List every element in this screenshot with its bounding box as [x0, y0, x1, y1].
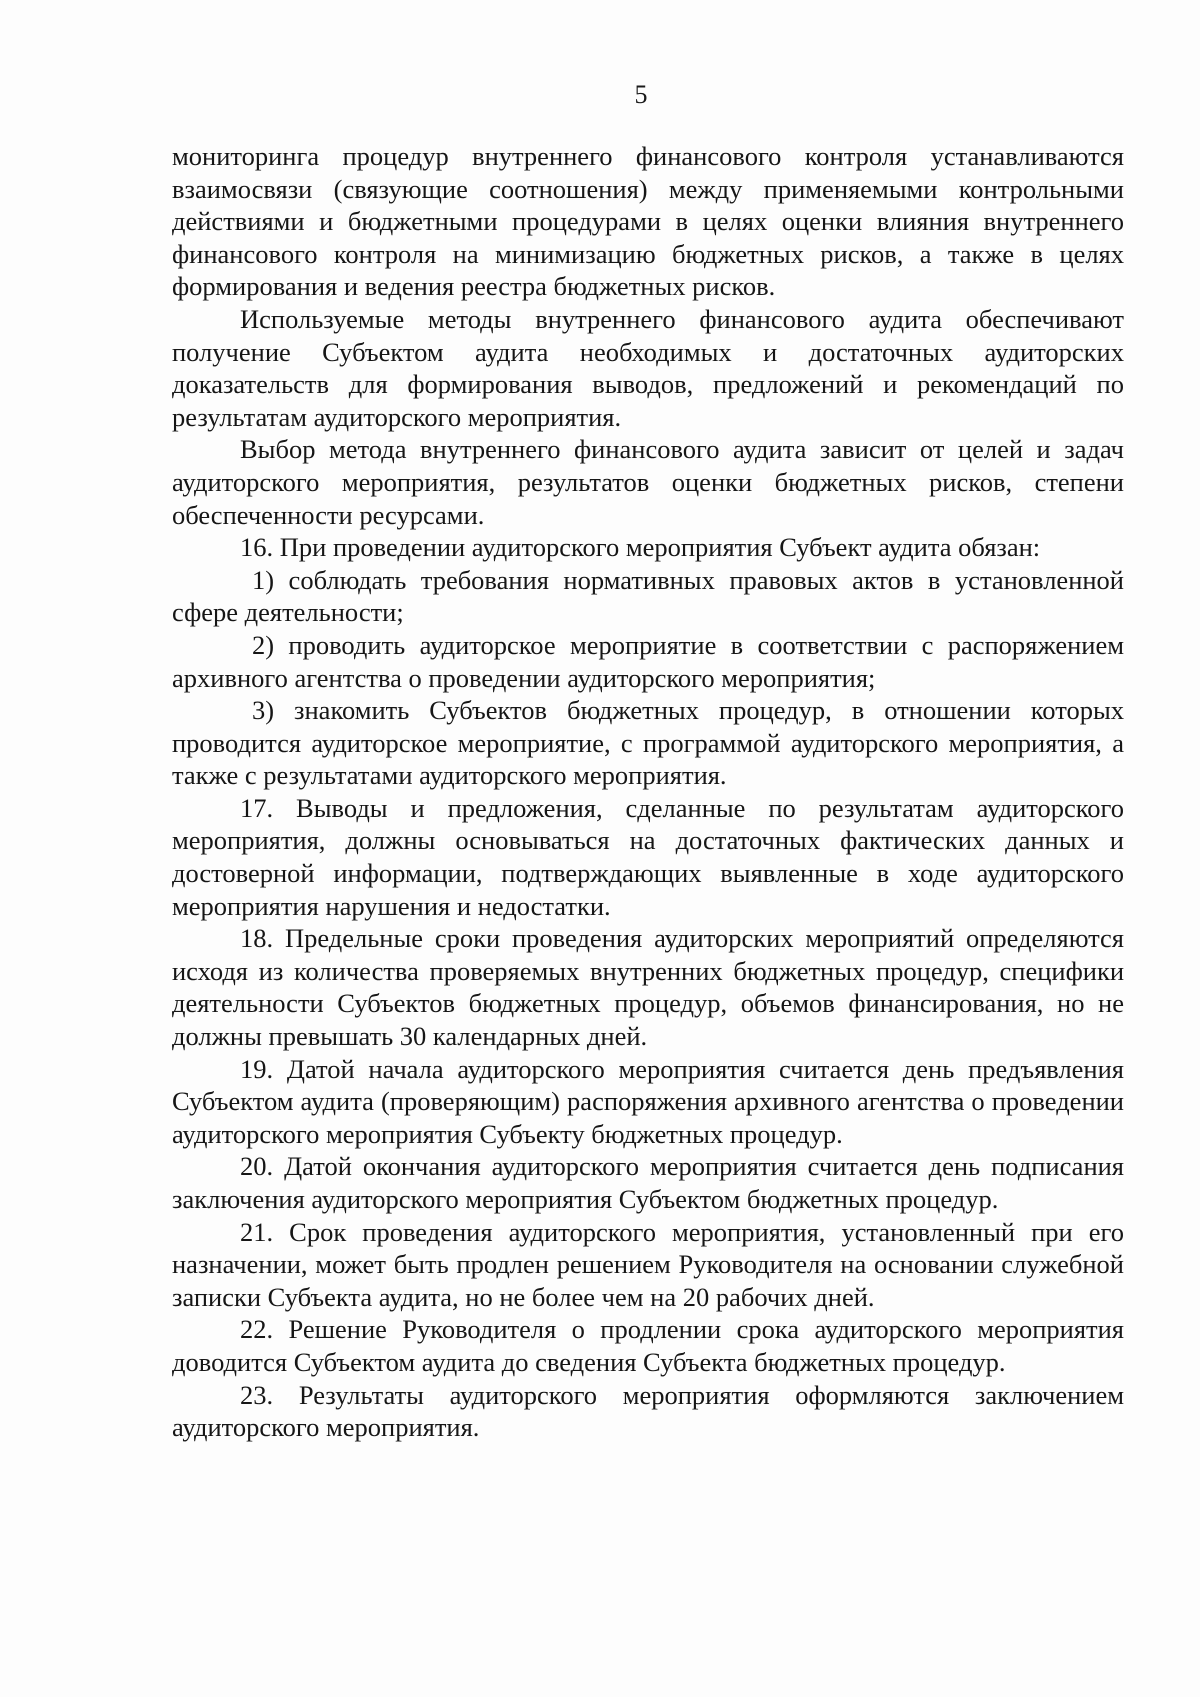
paragraph-item-16: 16. При проведении аудиторского мероприятия Субъект аудита обязан:	[240, 532, 1041, 563]
list-item-1: 1) соблюдать требования нормативных правовых актов в установленной сфере деятельности;	[172, 564, 1124, 628]
paragraph-continuation: мониторинга процедур внутреннего финансового контроля устанавливаются взаимосвязи (связующие соотношения) между применяемыми контрольными действиями и бюджетными процедурами в целях оценки влияния внутреннего финансового контроля на минимизацию бюджетных рисков, а также в целях формирования и ведения реестра бюджетных рисков.	[172, 141, 1124, 302]
paragraph-item-20: 20. Датой окончания аудиторского мероприятия считается день подписания заключения аудиторского мероприятия Субъектом бюджетных процедур.	[172, 1151, 1124, 1214]
paragraph-item-22: 22. Решение Руководителя о продлении срока аудиторского мероприятия доводится Субъектом аудита до сведения Субъекта бюджетных процедур.	[172, 1314, 1124, 1377]
paragraph-audit-methods: Используемые методы внутреннего финансового аудита обеспечивают получение Субъектом аудита необходимых и достаточных аудиторских доказательств для формирования выводов, предложений и рекомендаций по результатам аудиторского мероприятия.	[172, 303, 1124, 432]
page-number: 5	[634, 80, 648, 109]
list-item-3: 3) знакомить Субъектов бюджетных процедур, в отношении которых проводится аудиторское мероприятие, с программой аудиторского мероприятия, а также с результатами аудиторского мероприятия.	[172, 695, 1124, 791]
paragraph-item-18: 18. Предельные сроки проведения аудиторских мероприятий определяются исходя из количества проверяемых внутренних бюджетных процедур, специфики деятельности Субъектов бюджетных процедур, объемов финансирования, но не должны превышать 30 календарных дней.	[172, 923, 1124, 1052]
paragraph-item-21: 21. Срок проведения аудиторского мероприятия, установленный при его назначении, может быть продлен решением Руководителя на основании служебной записки Субъекта аудита, но не более чем на 20 рабочих дней.	[172, 1216, 1124, 1312]
document-body	[172, 140, 1124, 1444]
paragraph-item-17: 17. Выводы и предложения, сделанные по результатам аудиторского мероприятия, должны основываться на достаточных фактических данных и достоверной информации, подтверждающих выявленные в ходе аудиторского мероприятия нарушения и недостатки.	[172, 792, 1124, 921]
paragraph-item-19: 19. Датой начала аудиторского мероприятия считается день предъявления Субъектом аудита (проверяющим) распоряжения архивного агентства о проведении аудиторского мероприятия Субъекту бюджетных процедур.	[172, 1053, 1124, 1149]
paragraph-item-23: 23. Результаты аудиторского мероприятия оформляются заключением аудиторского мероприятия.	[172, 1379, 1124, 1443]
list-item-2: 2) проводить аудиторское мероприятие в соответствии с распоряжением архивного агентства о проведении аудиторского мероприятия;	[172, 629, 1124, 693]
paragraph-method-choice: Выбор метода внутреннего финансового аудита зависит от целей и задач аудиторского мероприятия, результатов оценки бюджетных рисков, степени обеспеченности ресурсами.	[172, 434, 1124, 530]
